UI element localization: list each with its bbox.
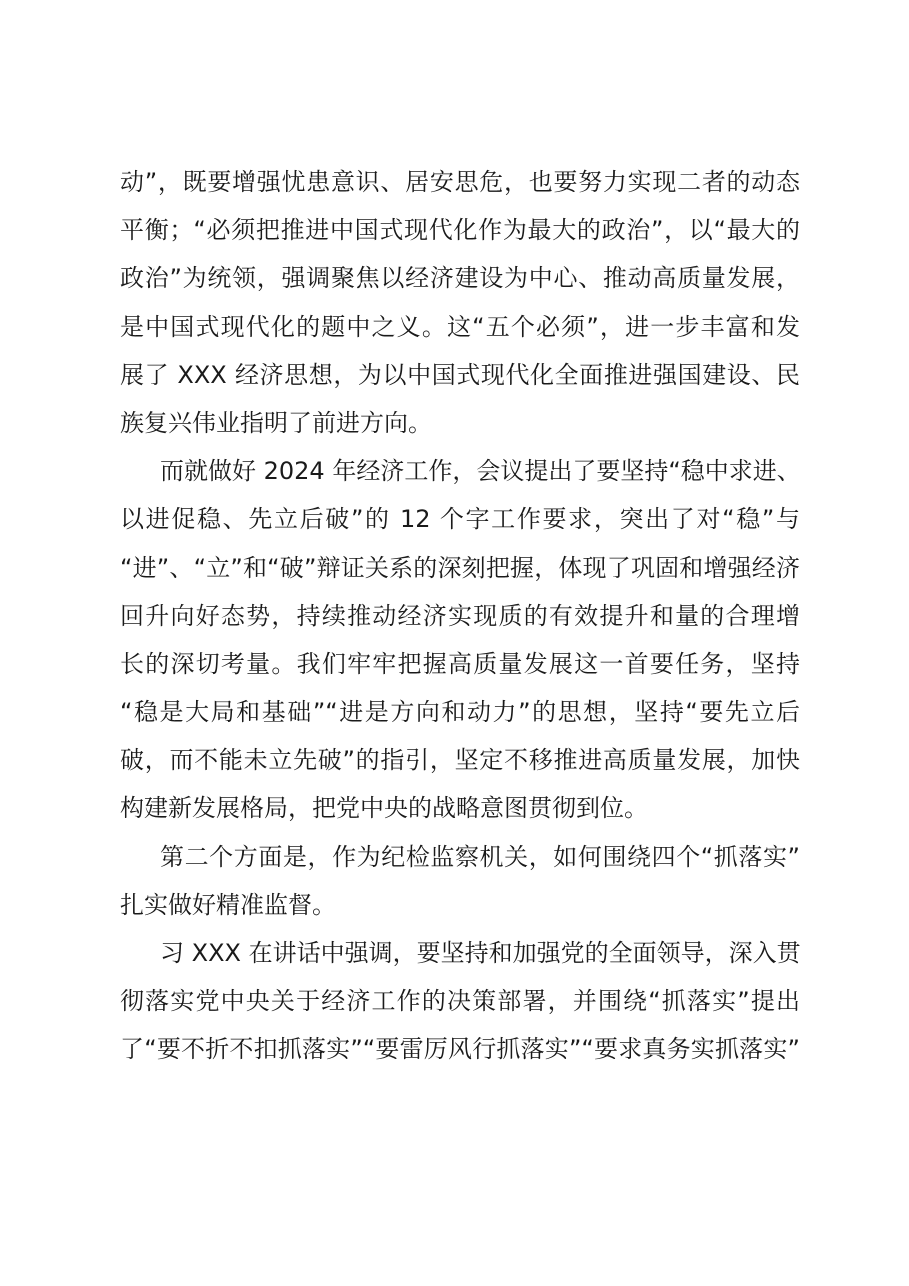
text-line: “稳是大局和基础”“进是方向和动力”的思想，坚持“要先立后 (120, 698, 800, 727)
text-line: 构建新发展格局，把党中央的战略意图贯彻到位。 (120, 794, 648, 823)
text-line: 族复兴伟业指明了前进方向。 (120, 408, 432, 437)
text-line: 政治”为统领，强调聚焦以经济建设为中心、推动高质量发展， (120, 264, 800, 293)
paragraph-first-line: 习 XXX 在讲话中强调，要坚持和加强党的全面领导，深入贯 (160, 939, 801, 967)
text-line: 展了 XXX 经济思想，为以中国式现代化全面推进强国建设、民 (120, 360, 800, 389)
text-line: 破，而不能未立先破”的指引，坚定不移推进高质量发展，加快 (120, 746, 800, 775)
text-line: 扎实做好精准监督。 (120, 890, 336, 919)
text-line: 回升向好态势，持续推动经济实现质的有效提升和量的合理增 (120, 601, 800, 630)
text-line: “进”、“立”和“破”辩证关系的深刻把握，体现了巩固和增强经济 (120, 553, 800, 582)
text-line: 长的深切考量。我们牢牢把握高质量发展这一首要任务，坚持 (120, 649, 800, 678)
text-line: 彻落实党中央关于经济工作的决策部署，并围绕“抓落实”提出 (120, 987, 800, 1016)
paragraph-first-line: 第二个方面是，作为纪检监察机关，如何围绕四个“抓落实” (160, 842, 800, 871)
text-line: 平衡；“必须把推进中国式现代化作为最大的政治”，以“最大的 (120, 216, 800, 245)
text-line: 是中国式现代化的题中之义。这“五个必须”，进一步丰富和发 (120, 312, 800, 341)
document-body (120, 158, 800, 1074)
text-line: 以进促稳、先立后破”的 12 个字工作要求，突出了对“稳”与 (120, 505, 800, 534)
paragraph-first-line: 而就做好 2024 年经济工作，会议提出了要坚持“稳中求进、 (160, 457, 801, 486)
text-line: 动”，既要增强忧患意识、居安思危，也要努力实现二者的动态 (120, 168, 800, 196)
text-line: 了“要不折不扣抓落实”“要雷厉风行抓落实”“要求真务实抓落实” (120, 1035, 800, 1064)
